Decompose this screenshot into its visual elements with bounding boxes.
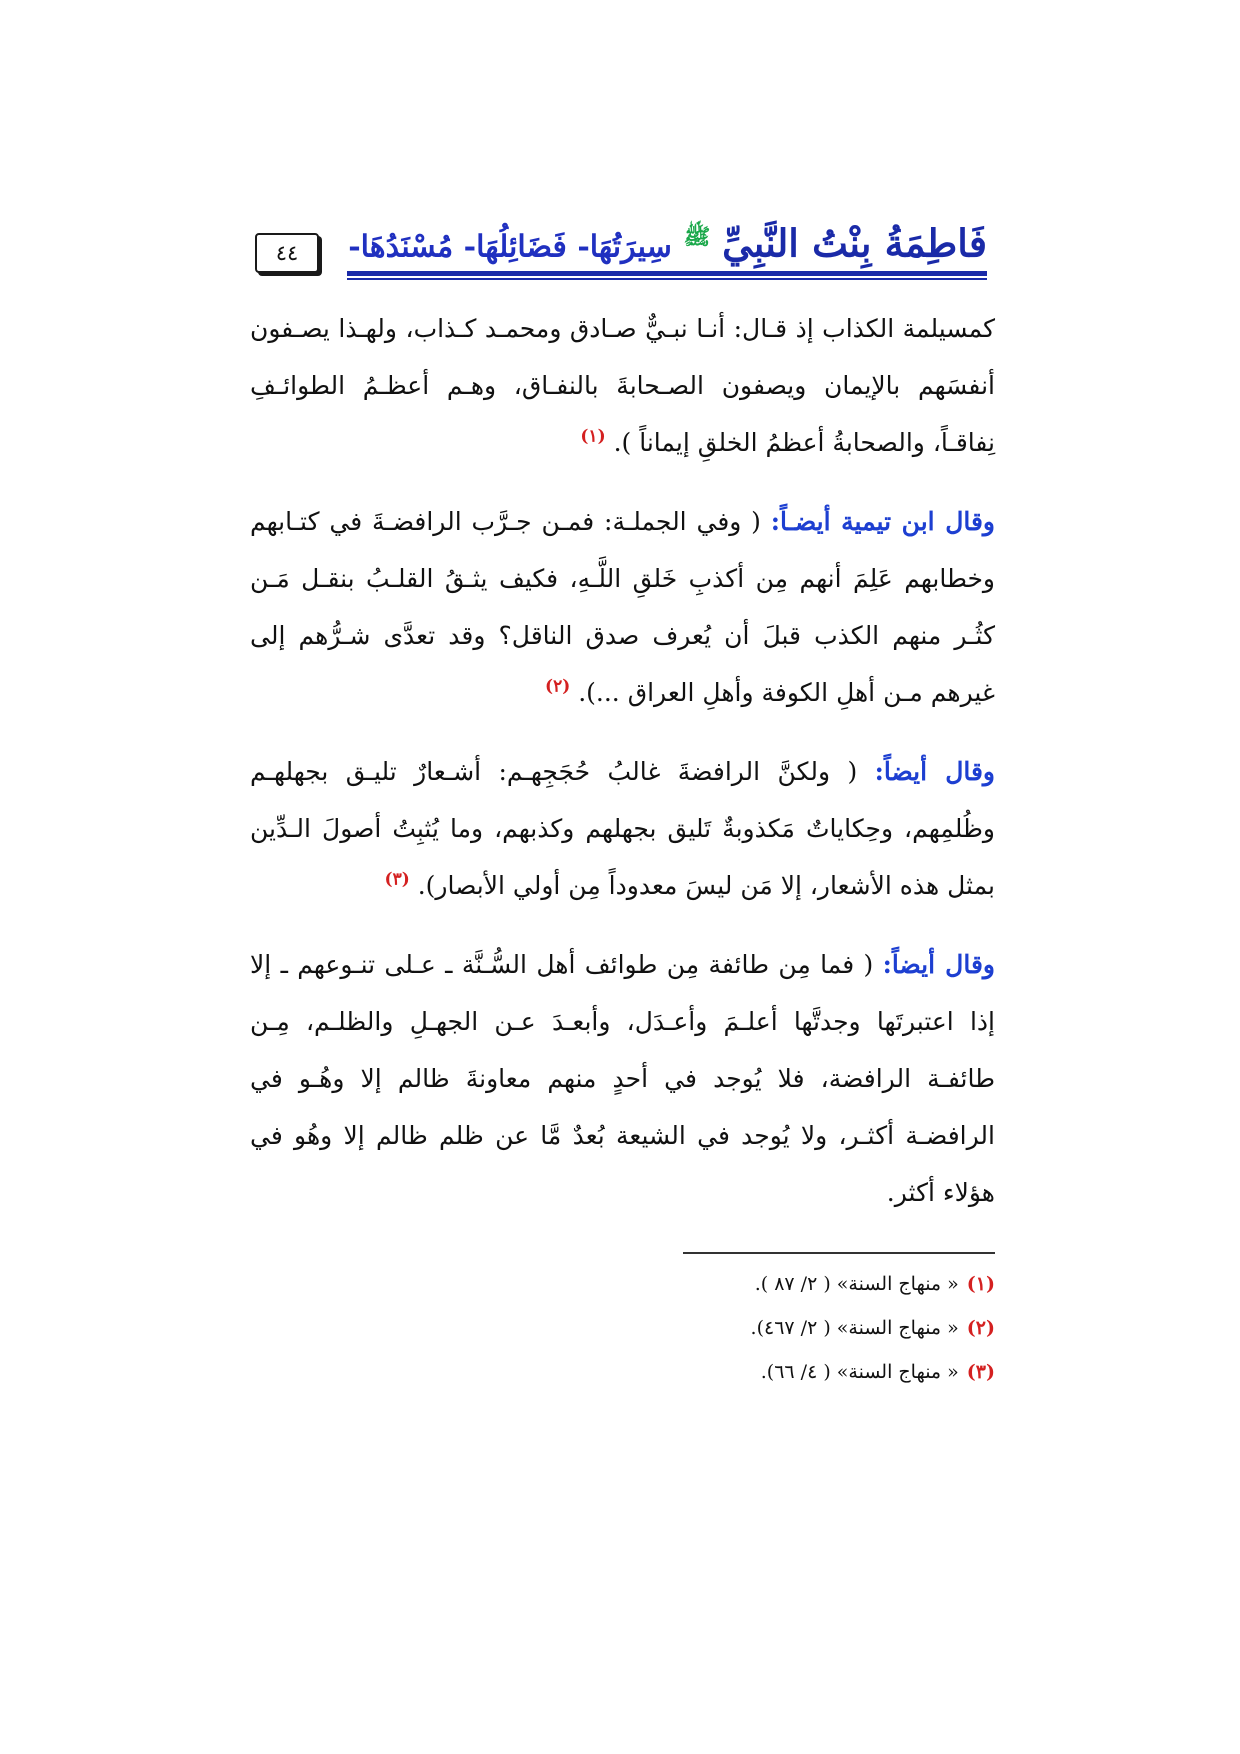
paragraph-4-text: ( فما مِن طائفة مِن طوائف أهل السُّـنَّة ـ عـلى تنـوعهم ـ إلا إذا اعتبرتَها وجدتَّها أعلـمَ وأعـدَل، وأبعـدَ عـن الجهـلِ والظلـم، مِـن طائفـة الرافضة، فلا يُوجد في أحدٍ منهم معاونةَ ظالم إلا وهُـو في الرافضـة أكثـر، ولا يُوجد في الشيعة بُعدٌ مَّا عن ظلم ظالم إلا وهُو في هؤلاء أكثر. [250, 950, 995, 1207]
footnote-2 [683, 1306, 995, 1350]
footnote-3-number: (٣) [966, 1361, 995, 1383]
paragraph-2-text: ( وفي الجملـة: فمـن جـرَّب الرافضـةَ في كتـابهم وخطابهم عَلِمَ أنهم مِن أكذبِ خَلقِ اللَّـهِ، فكيف يثـقُ القلـبُ بنقـل مَـن كثُـر منهم الكذب قبلَ أن يُعرف صدق الناقل؟ وقد تعدَّى شـرُّهم إلى غيرهم مـن أهلِ الكوفة وأهلِ العراق ...). [250, 507, 995, 707]
paragraph-3 [250, 743, 995, 914]
paragraph-4-lead: وقال أيضاً: [882, 950, 995, 979]
footnote-ref-2[interactable]: (٢) [545, 676, 571, 697]
paragraph-3-text: ( ولكنَّ الرافضةَ غالبُ حُجَجِهـم: أشـعارٌ تليـق بجهلهـم وظُلمِهم، وحِكاياتٌ مَكذوبةٌ تَليق بجهلهم وكذبهم، وما يُثبِتُ أصولَ الـدِّين بمثل هذه الأشعار، إلا مَن ليسَ معدوداً مِن أولي الأبصار). [250, 757, 995, 900]
title-subtitle: سِيرَتُهَا- فَضَائِلُهَا- مُسْنَدُهَا- [348, 229, 672, 265]
footnote-separator [683, 1252, 995, 1254]
footnote-3-text: « منهاج السنة» ( ٤/ ٦٦). [760, 1361, 959, 1383]
footnote-ref-3[interactable]: (٣) [384, 869, 410, 890]
paragraph-1 [250, 300, 995, 471]
footnote-ref-1[interactable]: (١) [580, 426, 606, 447]
paragraph-4 [250, 936, 995, 1221]
footnote-1-number: (١) [966, 1273, 995, 1295]
footnote-1-text: « منهاج السنة» ( ٢/ ٨٧ ). [754, 1273, 959, 1295]
footnote-1 [683, 1262, 995, 1306]
running-title [347, 207, 987, 273]
footnote-2-text: « منهاج السنة» ( ٢/ ٤٦٧). [750, 1317, 959, 1339]
header-rule [347, 271, 987, 276]
page-number: ٤٤ [255, 233, 319, 273]
footnote-3 [683, 1350, 995, 1394]
header-rule-thin [347, 278, 987, 280]
paragraph-3-lead: وقال أيضاً: [874, 757, 995, 786]
main-text [250, 300, 995, 1243]
page-header [255, 205, 987, 285]
title-name: فَاطِمَةُ بِنْتُ النَّبِيِّ [722, 220, 987, 266]
salutation-glyph: ﷺ [683, 224, 711, 250]
footnote-2-number: (٢) [966, 1317, 995, 1339]
paragraph-2-lead: وقال ابن تيمية أيضـاً: [770, 507, 996, 536]
paragraph-2 [250, 493, 995, 721]
paragraph-1-text: كمسيلمة الكذاب إذ قـال: أنـا نبـيٌّ صـادق ومحمـد كـذاب، ولهـذا يصـفون أنفسَهم بالإيمان ويصفون الصـحابةَ بالنفـاق، وهـم أعظـمُ الطوائـفِ نِفاقـاً، والصحابةُ أعظمُ الخلقِ إيماناً ). [250, 314, 995, 457]
footnotes [683, 1262, 995, 1394]
